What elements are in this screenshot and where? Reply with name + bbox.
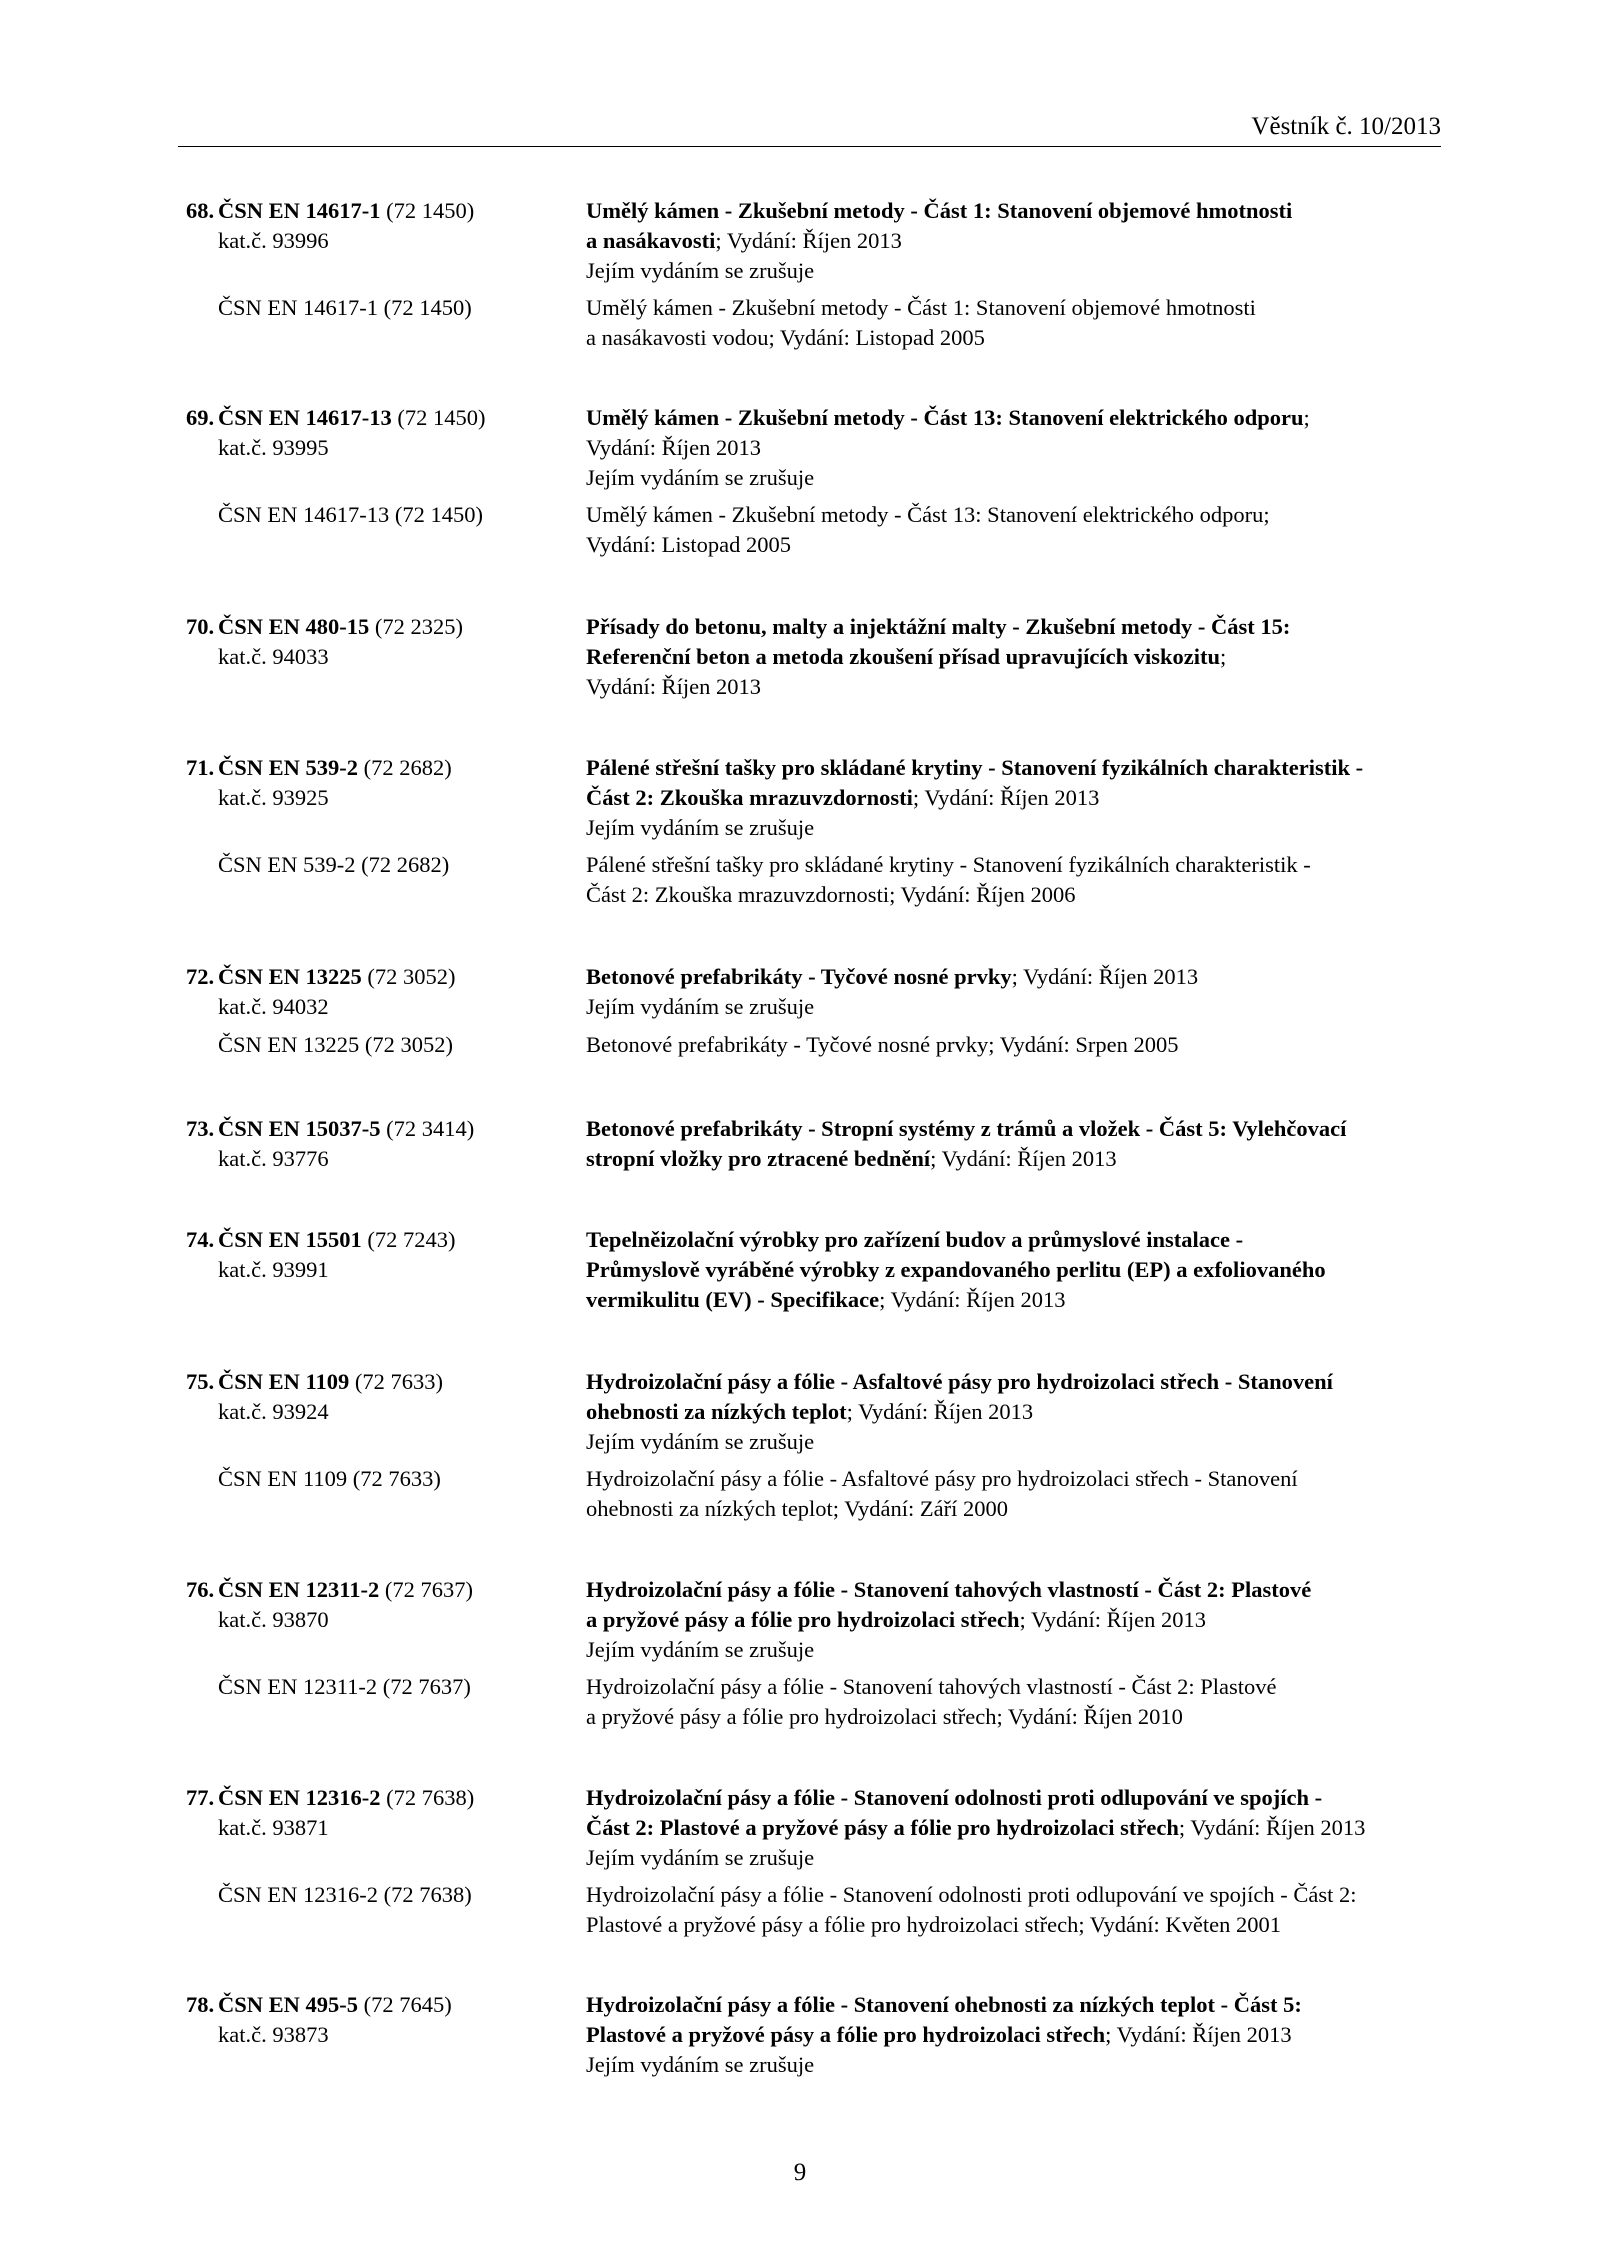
standard-entry: [178, 962, 1441, 1060]
replaced-standard-id: ČSN EN 13225 (72 3052): [218, 1032, 453, 1057]
standard-entry: [178, 1990, 1441, 2080]
cancellation-note: Jejím vydáním se zrušuje: [586, 1637, 815, 1662]
entry-row: [178, 1672, 1441, 1702]
standard-entry: [178, 196, 1441, 353]
entry-row: [178, 1114, 1441, 1144]
replaced-standard-id: ČSN EN 12311-2 (72 7637): [218, 1674, 471, 1699]
catalog-number: kat.č. 93991: [218, 1257, 329, 1282]
standard-designation: [218, 612, 463, 642]
classification-code: (72 3052): [361, 964, 456, 989]
entry-row: [178, 783, 1441, 813]
replaced-standard-id: ČSN EN 14617-13 (72 1450): [218, 502, 483, 527]
standard-id: ČSN EN 14617-1: [218, 198, 381, 223]
replaced-standard-title: Umělý kámen - Zkušební metody - Část 13: Stanovení elektrického odporu;: [586, 502, 1270, 527]
standard-title-line: Hydroizolační pásy a fólie - Asfaltové pásy pro hydroizolaci střech - Stanovení: [586, 1369, 1333, 1394]
entry-number: 69.: [186, 405, 215, 430]
replaced-standard-id: ČSN EN 1109 (72 7633): [218, 1466, 441, 1491]
standard-entry: [178, 1575, 1441, 1732]
catalog-number: kat.č. 94032: [218, 994, 329, 1019]
standard-title-line: Průmyslově vyráběné výrobky z expandovaného perlitu (EP) a exfoliovaného: [586, 1257, 1326, 1282]
standard-title-line: Část 2: Plastové a pryžové pásy a fólie pro hydroizolaci střech; Vydání: Říjen 2013: [586, 1815, 1366, 1840]
entry-row: [178, 226, 1441, 256]
replaced-standard-title: Plastové a pryžové pásy a fólie pro hydroizolaci střech; Vydání: Květen 2001: [586, 1912, 1282, 1937]
entry-row: [178, 1255, 1441, 1285]
entry-row: [178, 1030, 1441, 1060]
entry-row: [178, 1880, 1441, 1910]
standard-entry: [178, 1114, 1441, 1174]
standard-title-line: Tepelněizolační výrobky pro zařízení budov a průmyslové instalace -: [586, 1227, 1244, 1252]
catalog-number: kat.č. 93924: [218, 1399, 329, 1424]
standard-id: ČSN EN 14617-13: [218, 405, 392, 430]
replaced-standard-title: a pryžové pásy a fólie pro hydroizolaci střech; Vydání: Říjen 2010: [586, 1704, 1183, 1729]
cancellation-note: Jejím vydáním se zrušuje: [586, 465, 815, 490]
entry-row: [178, 1813, 1441, 1843]
entry-row: [178, 962, 1441, 992]
entry-row: [178, 1702, 1441, 1732]
standard-id: ČSN EN 1109: [218, 1369, 350, 1394]
replaced-standard-title: Hydroizolační pásy a fólie - Asfaltové pásy pro hydroizolaci střech - Stanovení: [586, 1466, 1298, 1491]
entry-row: [178, 672, 1441, 702]
entry-row: [178, 1464, 1441, 1494]
standard-title-line: Hydroizolační pásy a fólie - Stanovení ohebnosti za nízkých teplot - Část 5:: [586, 1992, 1302, 2017]
entry-row: [178, 612, 1441, 642]
classification-code: (72 1450): [391, 405, 486, 430]
entry-row: [178, 753, 1441, 783]
standard-designation: [218, 1225, 456, 1255]
standard-title-line: Umělý kámen - Zkušební metody - Část 1: Stanovení objemové hmotnosti: [586, 198, 1293, 223]
standard-title-line: Přísady do betonu, malty a injektážní malty - Zkušební metody - Část 15:: [586, 614, 1291, 639]
entry-row: [178, 1225, 1441, 1255]
entry-row: [178, 1990, 1441, 2020]
entry-row: [178, 1575, 1441, 1605]
standard-designation: [218, 753, 452, 783]
standard-title-line: Referenční beton a metoda zkoušení přísad upravujících viskozitu;: [586, 644, 1227, 669]
classification-code: (72 7637): [379, 1577, 474, 1602]
classification-code: (72 2682): [358, 755, 452, 780]
entry-number: 74.: [186, 1227, 215, 1252]
replaced-standard-title: ohebnosti za nízkých teplot; Vydání: Září 2000: [586, 1496, 1008, 1521]
cancellation-note: Jejím vydáním se zrušuje: [586, 258, 815, 283]
page-number: 9: [793, 2159, 807, 2186]
standard-title-line: a nasákavosti; Vydání: Říjen 2013: [586, 228, 902, 253]
standard-title-line: a pryžové pásy a fólie pro hydroizolaci střech; Vydání: Říjen 2013: [586, 1607, 1206, 1632]
bulletin-title: Věstník č. 10/2013: [1251, 113, 1441, 140]
catalog-number: kat.č. 93996: [218, 228, 329, 253]
catalog-number: kat.č. 93776: [218, 1146, 329, 1171]
entry-row: [178, 2050, 1441, 2080]
standard-id: ČSN EN 15501: [218, 1227, 362, 1252]
entry-number: 75.: [186, 1369, 215, 1394]
replaced-standard-title: Pálené střešní tašky pro skládané krytiny - Stanovení fyzikálních charakteristik -: [586, 852, 1311, 877]
replaced-standard-title: Hydroizolační pásy a fólie - Stanovení tahových vlastností - Část 2: Plastové: [586, 1674, 1277, 1699]
entry-number: 73.: [186, 1116, 215, 1141]
standard-designation: [218, 1367, 443, 1397]
replaced-standard-title: Umělý kámen - Zkušební metody - Část 1: Stanovení objemové hmotnosti: [586, 295, 1256, 320]
entry-row: [178, 1427, 1441, 1457]
entry-row: [178, 1910, 1441, 1940]
entry-row: [178, 850, 1441, 880]
entry-row: [178, 2020, 1441, 2050]
standard-entry: [178, 1783, 1441, 1940]
replaced-standard-id: ČSN EN 14617-1 (72 1450): [218, 295, 472, 320]
standard-title-line: Hydroizolační pásy a fólie - Stanovení tahových vlastností - Část 2: Plastové: [586, 1577, 1312, 1602]
entry-row: [178, 463, 1441, 493]
entry-row: [178, 196, 1441, 226]
entry-row: [178, 1285, 1441, 1315]
entry-row: [178, 1635, 1441, 1665]
classification-code: (72 7243): [361, 1227, 456, 1252]
replaced-standard-title: Část 2: Zkouška mrazuvzdornosti; Vydání: Říjen 2006: [586, 882, 1076, 907]
standard-title-line: Betonové prefabrikáty - Tyčové nosné prvky; Vydání: Říjen 2013: [586, 964, 1199, 989]
standard-id: ČSN EN 539-2: [218, 755, 359, 780]
catalog-number: kat.č. 94033: [218, 644, 329, 669]
entry-number: 77.: [186, 1785, 215, 1810]
entry-row: [178, 1144, 1441, 1174]
standard-id: ČSN EN 495-5: [218, 1992, 359, 2017]
standard-title-line: Vydání: Říjen 2013: [586, 674, 761, 699]
standard-id: ČSN EN 480-15: [218, 614, 370, 639]
standard-title-line: Umělý kámen - Zkušební metody - Část 13: Stanovení elektrického odporu;: [586, 405, 1310, 430]
entry-number: 72.: [186, 964, 215, 989]
standard-title-line: Hydroizolační pásy a fólie - Stanovení odolnosti proti odlupování ve spojích -: [586, 1785, 1323, 1810]
entry-row: [178, 642, 1441, 672]
catalog-number: kat.č. 93925: [218, 785, 329, 810]
classification-code: (72 7633): [349, 1369, 444, 1394]
entry-row: [178, 1397, 1441, 1427]
entry-number: 76.: [186, 1577, 215, 1602]
entry-row: [178, 992, 1441, 1022]
cancellation-note: Jejím vydáním se zrušuje: [586, 815, 815, 840]
replaced-standard-title: Vydání: Listopad 2005: [586, 532, 791, 557]
standard-designation: [218, 1114, 474, 1144]
standard-id: ČSN EN 12316-2: [218, 1785, 381, 1810]
classification-code: (72 7645): [358, 1992, 452, 2017]
entry-number: 71.: [186, 755, 215, 780]
standard-id: ČSN EN 15037-5: [218, 1116, 381, 1141]
standard-designation: [218, 962, 456, 992]
standard-title-line: Plastové a pryžové pásy a fólie pro hydroizolaci střech; Vydání: Říjen 2013: [586, 2022, 1292, 2047]
entry-row: [178, 403, 1441, 433]
entry-row: [178, 1783, 1441, 1813]
page-header: [178, 112, 1441, 147]
replaced-standard-title: a nasákavosti vodou; Vydání: Listopad 2005: [586, 325, 985, 350]
entry-row: [178, 433, 1441, 463]
entry-row: [178, 1605, 1441, 1635]
catalog-number: kat.č. 93871: [218, 1815, 329, 1840]
entry-row: [178, 1843, 1441, 1873]
standard-title-line: Pálené střešní tašky pro skládané krytiny - Stanovení fyzikálních charakteristik -: [586, 755, 1364, 780]
entry-row: [178, 530, 1441, 560]
classification-code: (72 2325): [369, 614, 464, 639]
standard-designation: [218, 1990, 452, 2020]
entry-number: 68.: [186, 198, 215, 223]
page-footer: [0, 2158, 1600, 2188]
entry-row: [178, 880, 1441, 910]
replaced-standard-id: ČSN EN 539-2 (72 2682): [218, 852, 450, 877]
standard-title-line: Vydání: Říjen 2013: [586, 435, 761, 460]
cancellation-note: Jejím vydáním se zrušuje: [586, 994, 815, 1019]
standard-title-line: vermikulitu (EV) - Specifikace; Vydání: Říjen 2013: [586, 1287, 1066, 1312]
entry-row: [178, 293, 1441, 323]
replaced-standard-id: ČSN EN 12316-2 (72 7638): [218, 1882, 472, 1907]
standard-title-line: Část 2: Zkouška mrazuvzdornosti; Vydání: Říjen 2013: [586, 785, 1100, 810]
standard-id: ČSN EN 13225: [218, 964, 362, 989]
cancellation-note: Jejím vydáním se zrušuje: [586, 1429, 815, 1454]
standard-designation: [218, 1783, 474, 1813]
standard-entry: [178, 1225, 1441, 1315]
entry-row: [178, 813, 1441, 843]
standard-entry: [178, 753, 1441, 910]
classification-code: (72 7638): [380, 1785, 475, 1810]
cancellation-note: Jejím vydáním se zrušuje: [586, 2052, 815, 2077]
standard-title-line: Betonové prefabrikáty - Stropní systémy z trámů a vložek - Část 5: Vylehčovací: [586, 1116, 1347, 1141]
entry-row: [178, 1367, 1441, 1397]
entry-row: [178, 256, 1441, 286]
cancellation-note: Jejím vydáním se zrušuje: [586, 1845, 815, 1870]
catalog-number: kat.č. 93870: [218, 1607, 329, 1632]
standard-entry: [178, 612, 1441, 702]
standard-entry: [178, 403, 1441, 560]
standard-entry: [178, 1367, 1441, 1524]
entry-row: [178, 1494, 1441, 1524]
standard-title-line: stropní vložky pro ztracené bednění; Vydání: Říjen 2013: [586, 1146, 1117, 1171]
replaced-standard-title: Hydroizolační pásy a fólie - Stanovení odolnosti proti odlupování ve spojích - Část 2:: [586, 1882, 1357, 1907]
entry-number: 70.: [186, 614, 215, 639]
classification-code: (72 3414): [380, 1116, 475, 1141]
replaced-standard-title: Betonové prefabrikáty - Tyčové nosné prvky; Vydání: Srpen 2005: [586, 1032, 1179, 1057]
entry-row: [178, 500, 1441, 530]
entry-row: [178, 323, 1441, 353]
classification-code: (72 1450): [380, 198, 475, 223]
standard-designation: [218, 1575, 473, 1605]
standard-title-line: ohebnosti za nízkých teplot; Vydání: Říjen 2013: [586, 1399, 1034, 1424]
entry-number: 78.: [186, 1992, 215, 2017]
catalog-number: kat.č. 93995: [218, 435, 329, 460]
standard-designation: [218, 196, 474, 226]
standard-id: ČSN EN 12311-2: [218, 1577, 380, 1602]
catalog-number: kat.č. 93873: [218, 2022, 329, 2047]
standard-designation: [218, 403, 486, 433]
